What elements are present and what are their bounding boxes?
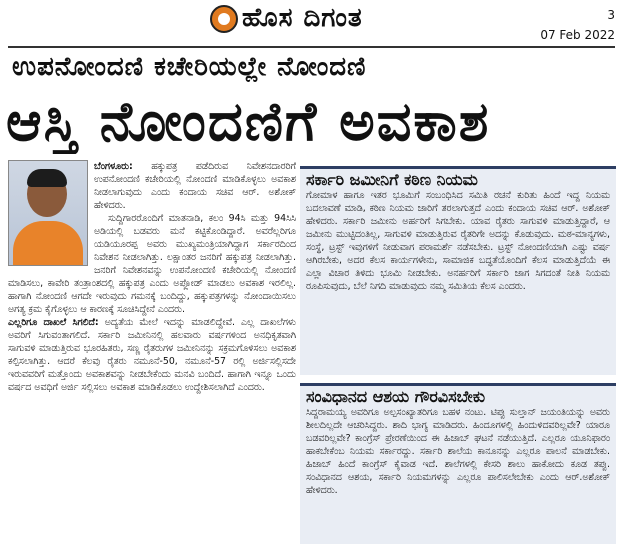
dateline: ಬೆಂಗಳೂರು: xyxy=(94,161,133,172)
logo-emblem-icon xyxy=(210,5,238,33)
publication-date: 07 Feb 2022 xyxy=(540,28,615,42)
body-paragraph-2-text: ಅದ್ಯತೆಯ ಮೇಲೆ ಇದನ್ನು ಮಾಡಲಿದ್ದೇವೆ. ಎಲ್ಲ ದಾಖಲೆಗಳು ಅವರಿಗೆ ಸಿಗುವಂತಾಗಲಿದೆ. ಸರ್ಕಾರಿ ಜಮೀನಿನಲ್ಲಿ ಹಲವಾರು ವರ್ಷಗಳಿಂದ ಅನಧಿಕೃತವಾಗಿ ಸಾಗುವಳಿ ಮಾಡುತ್ತಿರುವ ಭೂರಹಿತರು, ಸಣ್ಣ ರೈತರುಗಳ ಜಮೀನಿನನ್ನು ಸಕ್ರಮಗೊಳಿಸಲು ಅವಕಾಶ ಕಲ್ಪಿಸಲಾಗಿತ್ತು. ಆದರೆ ಕೆಲವು ರೈತರು ನಮೂನೆ-50, ನಮೂನೆ-57 ರಲ್ಲಿ ಅರ್ಜಿಸಲ್ಲಿಸದೇ ಇರುವವರಿಗೆ ಮತ್ತೊಂದು ಅವಕಾಶವನ್ನು ನೀಡಬೇಕೆಂದು ಮನವಿ ಬಂದಿದೆ. ಹಾಗಾಗಿ ಇನ್ನೂ ಒಂದು ವರ್ಷದ ಅವಧಿಗೆ ಅರ್ಜಿ ಸಲ್ಲಿಸಲು ಅವಕಾಶ ಮಾಡಿಕೊಡಲು ಉದ್ದೇಶಿಸಲಾಗಿದೆ ಎಂದರು. xyxy=(8,317,296,393)
newspaper-logo xyxy=(210,3,363,34)
masthead xyxy=(0,0,623,44)
minister-photo xyxy=(8,160,88,266)
box-body: ಗೋಮಾಳ ಹಾಗೂ ಇತರ ಭೂಮಿಗೆ ಸಂಬಂಧಿಸಿದ ಸಮಿತಿ ರಚನೆ ಕುರಿತು ಹಿಂದೆ ಇದ್ದ ನಿಯಮ ಬದಲಾವಣೆ ಮಾಡಿ, ಕಠಿಣ ನಿಯಮ ಜಾರಿಗೆ ತರಲಾಗುತ್ತದೆ ಎಂದು ಕಂದಾಯ ಸಚಿವ ಆರ್. ಅಶೋಕ್ ಹೇಳಿದರು. ಸರ್ಕಾರಿ ಜಮೀನು ಅರ್ಹರಿಗೆ ಸಿಗಬೇಕು. ಯಾವ ರೈತರು ಸಾಗುವಳಿ ಮಾಡುತ್ತಿದ್ದಾರೆ, ಆ ಜಮೀನು ಮುಟ್ಟಿದಂತಿಲ್ಲ, ಸಾಗುವಳಿ ಮಾಡುತ್ತಿರುವ ರೈತರಿಗೇ ಅದನ್ನು ಕೊಡುವುದು. ಮಠ-ಮಾನ್ಯಗಳು, ಸಂಸ್ಥೆ, ಟ್ರಸ್ಟ್ ಇವುಗಳಿಗೆ ನೀಡುವಾಗ ಪರಾಮರ್ಶೆ ನಡೆಸಬೇಕು. ಟ್ರಸ್ಟ್ ನೋಂದಣಿಯಾಗಿ ಎಷ್ಟು ವರ್ಷ ಆಗಿರಬೇಕು, ಅದರ ಕೆಲಸ ಕಾರ್ಯಗಳೇನು, ಸಾಮಾಜಿಕ ಬದ್ಧತೆಯೊಂದಿಗೆ ಕೆಲಸ ಮಾಡುತ್ತಿದೆಯೆ ಈ ಎಲ್ಲಾ ವಿಚಾರ ತಿಳಿದು ಭೂಮಿ ನೀಡಬೇಕು. ಅನರ್ಹರಿಗೆ ಸರ್ಕಾರಿ ಜಾಗ ಸಿಗದಂತೆ ನೀತಿ ನಿಯಮ ರೂಪಿಸುವುದು, ಬೆಲೆ ನಿಗದಿ ಮಾಡುವುದು ನಮ್ಮ ಸಮಿತಿಯ ಕೆಲಸ ಎಂದರು. xyxy=(306,190,610,292)
lead-text: ಹಕ್ಕುಪತ್ರ ಪಡೆದಿರುವ ನಿವೇಶನದಾರರಿಗೆ ಉಪನೋಂದಣಿ ಕಚೇರಿಯಲ್ಲಿ ನೋಂದಣಿ ಮಾಡಿಕೊಳ್ಳಲು ಅವಕಾಶ ನೀಡಲಾಗುವುದು ಎಂದು ಕಂದಾಯ ಸಚಿವ ಆರ್. ಅಶೋಕ್ ಹೇಳಿದರು. xyxy=(94,161,296,211)
sidebar-box-constitution xyxy=(300,383,616,544)
masthead-divider xyxy=(8,46,615,48)
page-number: 3 xyxy=(607,8,615,22)
body-paragraph: ಸುದ್ದಿಗಾರರೊಂದಿಗೆ ಮಾತನಾಡಿ, ಕಲಂ 94ಸಿ ಮತ್ತು 94ಸಿಸಿ ಅಡಿಯಲ್ಲಿ ಬಡವರು ಮನೆ ಕಟ್ಟಿಕೊಂಡಿದ್ದಾರೆ. ಅವರೆಲ್ಲರಿಗೂ ಯಡಿಯೂರಪ್ಪ ಅವರು ಮುಖ್ಯಮಂತ್ರಿಯಾಗಿದ್ದಾಗ ಸರ್ಕಾರದಿಂದ ನಿವೇಶನ ನೀಡಲಾಗಿತ್ತು. ಲಕ್ಷಾಂತರ ಜನರಿಗೆ ಹಕ್ಕುಪತ್ರ ನೀಡಲಾಗಿತ್ತು. ಜನರಿಗೆ ನಿವೇಶನವನ್ನು ಉಪನೋಂದಣಿ ಕಚೇರಿಯಲ್ಲಿ ನೋಂದಣಿ ಮಾಡಿಸಲು, ಕಾವೇರಿ ತಂತ್ರಾಂಶದಲ್ಲಿ ಹಕ್ಕುಪತ್ರ ಎಂದು ಅಪ್ಲೋಡ್ ಮಾಡಲು ಅವಕಾಶ ಇರಲಿಲ್ಲ. ಹಾಗಾಗಿ ನೋಂದಣಿ ಆಗದೇ ಇರುವುದು ಗಮನಕ್ಕೆ ಬಂದಿದ್ದು, ಹಕ್ಕುಪತ್ರಗಳನ್ನು ನೋಂದಾಯಿಸಲು ಅಗತ್ಯ ಕ್ರಮ ಕೈಗೊಳ್ಳಲು ಆ ಕಾರಣಕ್ಕೆ ಸೂಚಿಸಿದ್ದೇನೆ ಎಂದರು. xyxy=(8,213,296,315)
main-headline: ಆಸ್ತಿ ನೋಂದಣಿಗೆ ಅವಕಾಶ xyxy=(6,90,491,153)
sidebar-column xyxy=(300,166,616,544)
box-title: ಸಂವಿಧಾನದ ಆಶಯ ಗೌರವಿಸಬೇಕು xyxy=(306,387,486,406)
article-body xyxy=(8,160,296,550)
box-title: ಸರ್ಕಾರಿ ಜಮೀನಿಗೆ ಕಠಿಣ ನಿಯಮ xyxy=(306,170,478,189)
box-body: ಸಿದ್ದರಾಮಯ್ಯ ಅವರಿಗೂ ಅಲ್ಪಸಂಖ್ಯಾತರಿಗೂ ಬಹಳ ನಂಟು. ಟಿಪ್ಪು ಸುಲ್ತಾನ್ ಜಯಂತಿಯನ್ನು ಅವರು ಶೀಲದಿಲ್ಲದೇ ಆಚರಿಸಿದ್ದರು. ಶಾದಿ ಭಾಗ್ಯ ಮಾಡಿದರು. ಹಿಂದೂಗಳಲ್ಲಿ ಹಿಂದುಳಿದವರಿಲ್ಲವೇ? ಯಾರೂ ಬಡವರಿಲ್ಲವೇ? ಕಾಂಗ್ರೆಸ್ ಪ್ರೇರಣೆಯಿಂದ ಈ ಹಿಜಾಬ್ ಘಟನೆ ನಡೆಯುತ್ತಿದೆ. ಎಲ್ಲರೂ ಯೂನಿಫಾರಂ ಹಾಕಬೇಕೆಂಬ ನಿಯಮ ಸರ್ಕಾರದ್ದು. ಸರ್ಕಾರಿ ಶಾಲೆಯ ಕಾನೂನನ್ನು ಎಲ್ಲರೂ ಪಾಲನೆ ಮಾಡಬೇಕು. ಹಿಜಾಬ್ ಹಿಂದೆ ಕಾಂಗ್ರೆಸ್ ಕೈವಾಡ ಇದೆ. ಶಾಲೆಗಳಲ್ಲಿ ಕೇಸರಿ ಶಾಲು ಹಾಕೋದು ಕೂಡ ತಪ್ಪು. ಸಂವಿಧಾನದ ಆಶಯ, ಸರ್ಕಾರಿ ನಿಯಮಗಳನ್ನು ಎಲ್ಲರೂ ಪಾಲಿಸಲೇಬೇಕು ಎಂದು ಆರ್.ಅಶೋಕ್ ಹೇಳಿದರು. xyxy=(306,407,610,496)
body-paragraph-2 xyxy=(8,316,296,394)
sidebar-box-land-rules xyxy=(300,166,616,375)
subheading: ಎಲ್ಲರಿಗೂ ದಾಖಲೆ ಸಿಗಲಿದೆ: xyxy=(8,317,99,328)
logo-text: ಹೊಸ ದಿಗಂತ xyxy=(242,3,363,33)
kicker-headline: ಉಪನೋಂದಣಿ ಕಚೇರಿಯಲ್ಲೇ ನೋಂದಣಿ xyxy=(12,52,367,82)
